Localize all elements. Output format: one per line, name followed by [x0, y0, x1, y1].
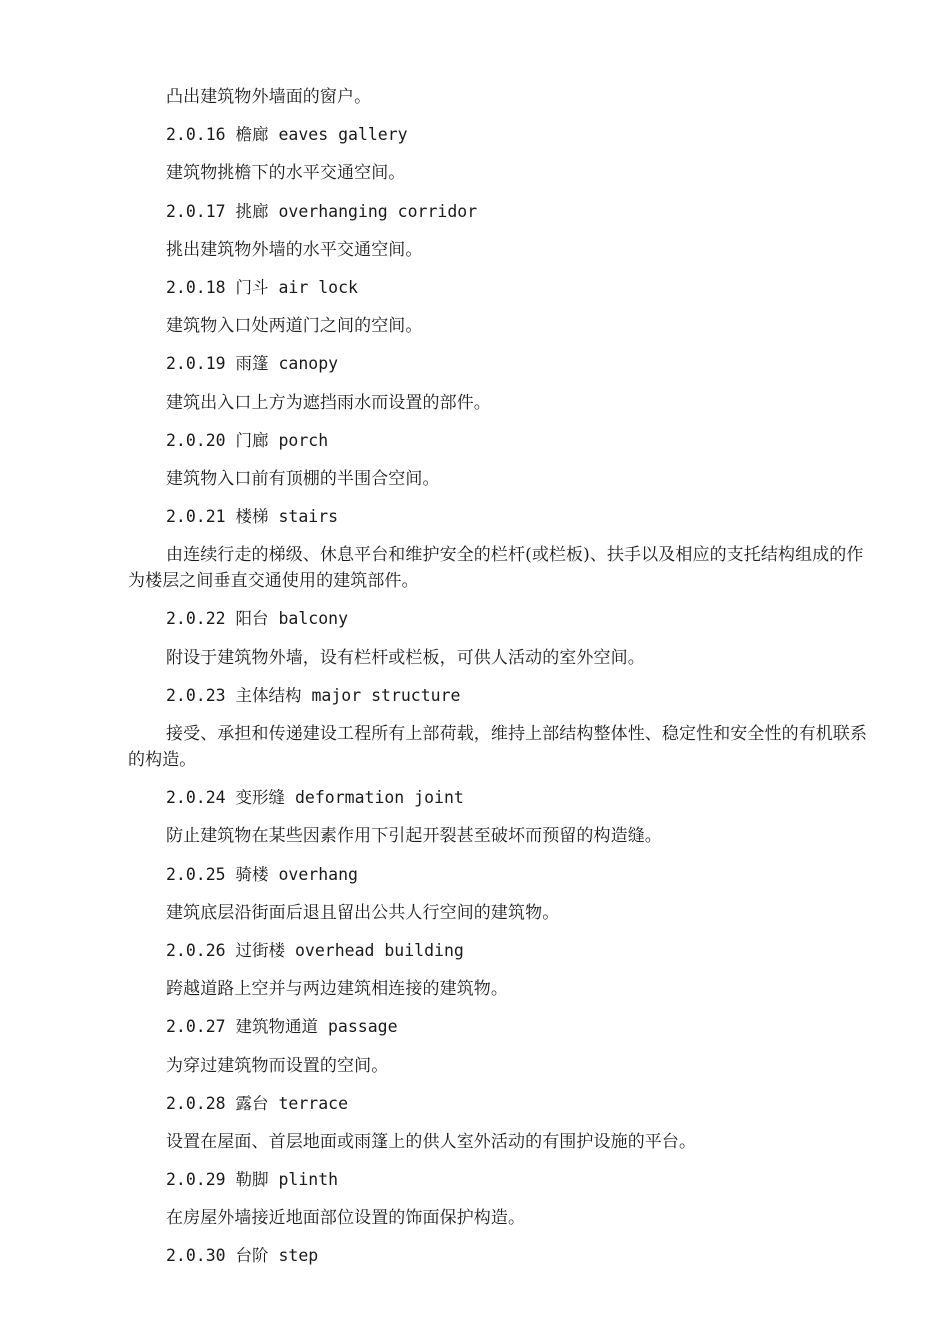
- definition-text: 建筑物入口前有顶棚的半围合空间。: [166, 468, 440, 489]
- definition-text: 挑出建筑物外墙的水平交通空间。: [166, 239, 423, 260]
- document-body: [128, 84, 868, 1282]
- definition-text: 建筑物入口处两道门之间的空间。: [166, 316, 423, 337]
- definition-text: 建筑出入口上方为遮挡雨水而设置的部件。: [166, 392, 491, 413]
- term-heading: 2.0.22 阳台 balcony: [166, 609, 349, 629]
- definition-text: 在房屋外墙接近地面部位设置的饰面保护构造。: [166, 1208, 526, 1229]
- term-heading: 2.0.28 露台 terrace: [166, 1093, 349, 1113]
- term-heading: 2.0.23 主体结构 major structure: [166, 685, 461, 705]
- term-heading: 2.0.27 建筑物通道 passage: [166, 1017, 398, 1037]
- term-heading: 2.0.29 勒脚 plinth: [166, 1170, 339, 1190]
- term-heading: 2.0.25 骑楼 overhang: [166, 864, 358, 884]
- definition-text: 设置在屋面、首层地面或雨篷上的供人室外活动的有围护设施的平台。: [166, 1131, 697, 1152]
- term-heading: 2.0.17 挑廊 overhanging corridor: [166, 201, 478, 221]
- term-heading: 2.0.16 檐廊 eaves gallery: [166, 125, 408, 145]
- definition-text: 附设于建筑物外墙，设有栏杆或栏板，可供人活动的室外空间。: [166, 647, 645, 668]
- definition-text: 由连续行走的梯级、休息平台和维护安全的栏杆(或栏板)、扶手以及相应的支托结构组成的作为楼层之间垂直交通使用的建筑部件。: [128, 545, 864, 592]
- term-heading: 2.0.19 雨篷 canopy: [166, 354, 339, 374]
- definition-text: 为穿过建筑物而设置的空间。: [166, 1055, 389, 1076]
- term-heading: 2.0.18 门斗 air lock: [166, 277, 358, 297]
- definition-text: 建筑底层沿街面后退且留出公共人行空间的建筑物。: [166, 902, 560, 923]
- definition-text: 凸出建筑物外墙面的窗户。: [166, 87, 372, 107]
- term-heading: 2.0.26 过街楼 overhead building: [166, 940, 464, 960]
- term-heading: 2.0.20 门廊 porch: [166, 430, 329, 450]
- term-heading: 2.0.30 台阶 step: [166, 1246, 319, 1266]
- definition-text: 接受、承担和传递建设工程所有上部荷载，维持上部结构整体性、稳定性和安全性的有机联系的构造。: [128, 724, 868, 770]
- definition-text: 防止建筑物在某些因素作用下引起开裂甚至破坏而预留的构造缝。: [166, 826, 662, 847]
- definition-text: 跨越道路上空并与两边建筑相连接的建筑物。: [166, 979, 508, 1000]
- term-heading: 2.0.21 楼梯 stairs: [166, 507, 339, 527]
- definition-text: 建筑物挑檐下的水平交通空间。: [166, 163, 406, 184]
- term-heading: 2.0.24 变形缝 deformation joint: [166, 788, 464, 808]
